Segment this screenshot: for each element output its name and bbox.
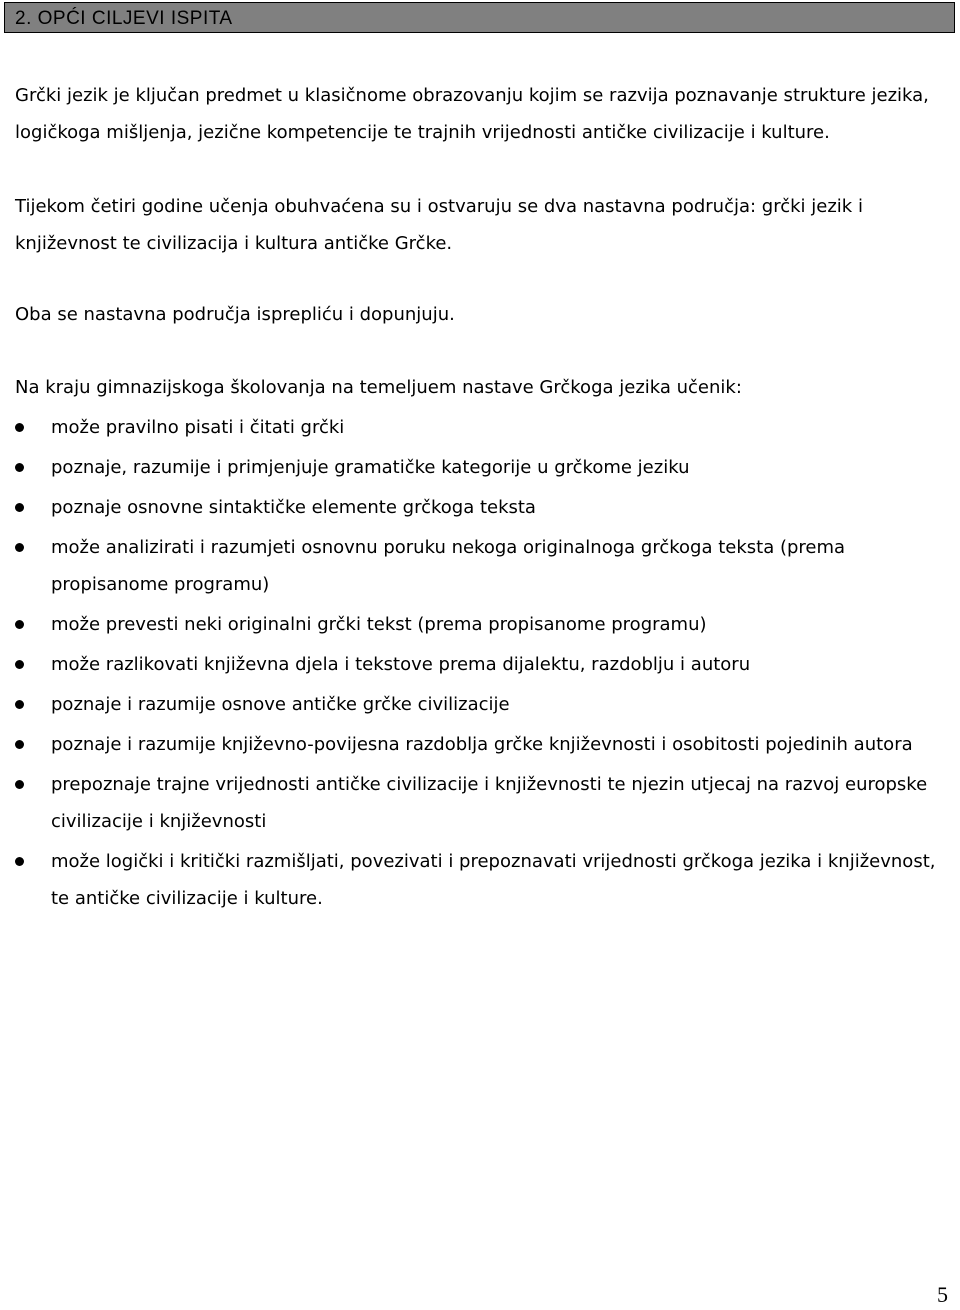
list-item: poznaje osnovne sintaktičke elemente grčkoga teksta bbox=[0, 489, 946, 526]
intro-paragraph: Grčki jezik je ključan predmet u klasičnome obrazovanju kojim se razvija poznavanje strukture jezika, logičkoga mišljenja, jezične kompetencije te trajnih vrijednosti antičke civilizacije i kulture. bbox=[15, 85, 929, 143]
page-number: 5 bbox=[937, 1282, 948, 1307]
bullet-icon bbox=[15, 660, 24, 669]
bullet-icon bbox=[15, 780, 24, 789]
intertwine-paragraph: Oba se nastavna područja isprepliću i dopunjuju. bbox=[15, 304, 455, 325]
list-item: poznaje i razumije književno-povijesna razdoblja grčke književnosti i osobitosti pojedinih autora bbox=[0, 726, 946, 763]
bullet-icon bbox=[15, 857, 24, 866]
list-item: može analizirati i razumjeti osnovnu poruku nekoga originalnoga grčkoga teksta (prema propisanome programu) bbox=[0, 529, 946, 603]
outcomes-list bbox=[0, 409, 960, 920]
section-header bbox=[4, 2, 955, 33]
list-item: može razlikovati književna djela i tekstove prema dijalektu, razdoblju i autoru bbox=[0, 646, 946, 683]
section-title: 2. OPĆI CILJEVI ISPITA bbox=[15, 8, 233, 29]
areas-paragraph: Tijekom četiri godine učenja obuhvaćena su i ostvaruju se dva nastavna područja: grčki jezik i književnost te civilizacija i kultura antičke Grčke. bbox=[15, 196, 863, 254]
list-item: može pravilno pisati i čitati grčki bbox=[0, 409, 946, 446]
list-item: može prevesti neki originalni grčki tekst (prema propisanome programu) bbox=[0, 606, 946, 643]
bullet-icon bbox=[15, 740, 24, 749]
list-item: poznaje i razumije osnove antičke grčke civilizacije bbox=[0, 686, 946, 723]
bullet-icon bbox=[15, 463, 24, 472]
list-item: prepoznaje trajne vrijednosti antičke civilizacije i književnosti te njezin utjecaj na razvoj europske civilizacije i književnosti bbox=[0, 766, 946, 840]
bullet-icon bbox=[15, 503, 24, 512]
list-item: može logički i kritički razmišljati, povezivati i prepoznavati vrijednosti grčkoga jezika i književnost, te antičke civilizacije i kulture. bbox=[0, 843, 946, 917]
bullet-icon bbox=[15, 543, 24, 552]
outcomes-intro-paragraph: Na kraju gimnazijskoga školovanja na temeljuem nastave Grčkoga jezika učenik: bbox=[15, 377, 742, 398]
list-item: poznaje, razumije i primjenjuje gramatičke kategorije u grčkome jeziku bbox=[0, 449, 946, 486]
bullet-icon bbox=[15, 423, 24, 432]
bullet-icon bbox=[15, 700, 24, 709]
bullet-icon bbox=[15, 620, 24, 629]
